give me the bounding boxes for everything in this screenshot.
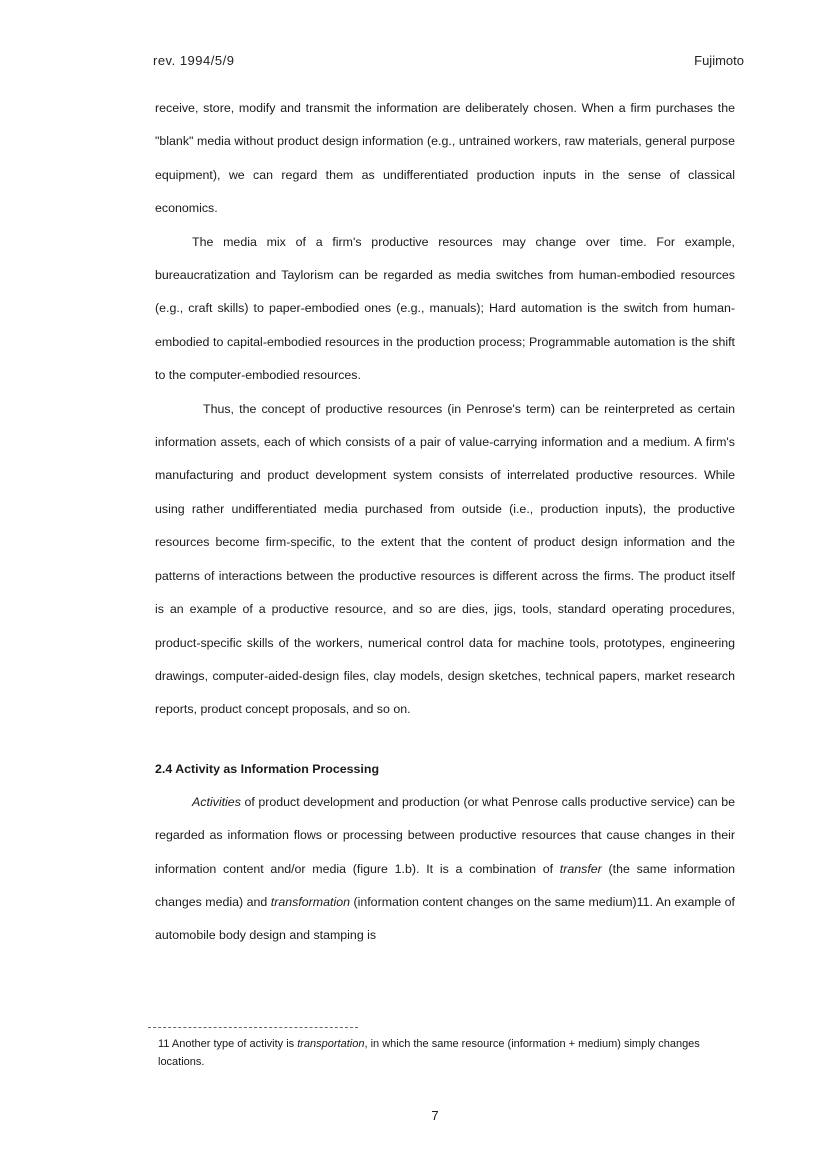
paragraph-4-text-b: (the same information changes media) and — [155, 861, 735, 909]
footnote-text-b: , in which the same resource (information + medium) simply changes locations. — [158, 1038, 700, 1068]
paragraph-4-text-a: of product development and production (or what Penrose calls productive service) can be regarded as information flows or processing between productive resources that cause changes in their information content and/or media (figure 1.b). It is a combination of — [155, 794, 735, 876]
term-transportation: transportation — [297, 1038, 365, 1050]
term-activities: Activities — [192, 794, 241, 809]
paragraph-4 — [155, 786, 735, 953]
term-transformation: transformation — [270, 894, 350, 909]
section-heading: 2.4 Activity as Information Processing — [155, 761, 380, 776]
header-author: Fujimoto — [694, 53, 744, 68]
paragraph-4-text-c: (information content changes on the same medium)11. An example of automobile body design and stamping is — [155, 894, 735, 943]
paragraph-1: receive, store, modify and transmit the information are deliberately chosen. When a firm purchases the "blank" media without product design information (e.g., untrained workers, raw materials, general purpose equipment), we can regard them as undifferentiated production inputs in the sense of classical economics. — [155, 101, 735, 216]
page-number: 7 — [431, 1108, 439, 1123]
footnote-text-a: 11 Another type of activity is — [158, 1038, 298, 1050]
term-transfer: transfer — [559, 861, 602, 876]
body-text — [155, 92, 735, 953]
paragraph-2: The media mix of a firm's productive resources may change over time. For example, bureaucratization and Taylorism can be regarded as media switches from human-embodied resources (e.g., craft skills) to paper-embodied ones (e.g., manuals); Hard automation is the switch from human-embodied to capital-embodied resources in the production process; Programmable automation is the shift to the computer-embodied resources. — [155, 234, 735, 383]
footnote — [158, 1035, 736, 1071]
paragraph-3: Thus, the concept of productive resources (in Penrose's term) can be reinterpreted as certain information assets, each of which consists of a pair of value-carrying information and a medium. A firm's manufacturing and product development system consists of interrelated productive resources. While using rather undifferentiated media purchased from outside (i.e., production inputs), the productive resources become firm-specific, to the extent that the content of product design information and the patterns of interactions between the productive resources is different across the firms. The product itself is an example of a productive resource, and so are dies, jigs, tools, standard operating procedures, product-specific skills of the workers, numerical control data for machine tools, prototypes, engineering drawings, computer-aided-design files, clay models, design sketches, technical papers, market research reports, product concept proposals, and so on. — [155, 401, 735, 717]
header-revision: rev. 1994/5/9 — [153, 53, 235, 68]
footnote-separator — [148, 1027, 358, 1028]
